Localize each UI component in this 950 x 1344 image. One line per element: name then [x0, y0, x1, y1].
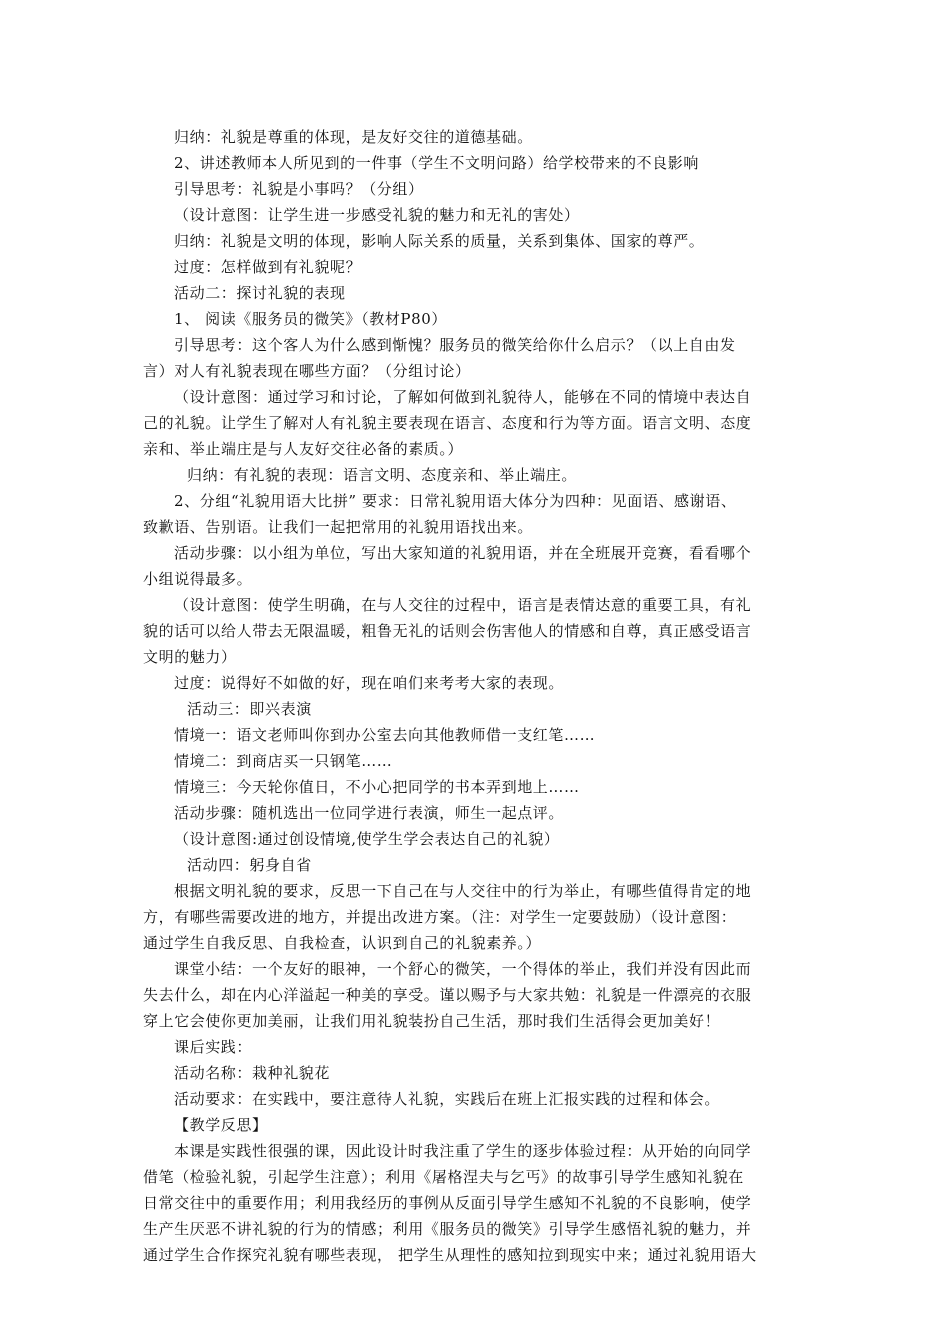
text-line: 活动三：即兴表演	[187, 700, 312, 718]
text-line: 归纳：礼貌是文明的体现，影响人际关系的质量，关系到集体、国家的尊严。	[174, 232, 705, 250]
text-line: 方，有哪些需要改进的地方，并提出改进方案。（注：对学生一定要鼓励）（设计意图：	[143, 908, 737, 926]
text-line: 致歉语、告别语。让我们一起把常用的礼貌用语找出来。	[143, 518, 534, 536]
text-line: 活动四：躬身自省	[187, 856, 312, 874]
text-line: 引导思考：礼貌是小事吗？（分组）	[174, 180, 424, 198]
text-line: 活动步骤：随机选出一位同学进行表演，师生一起点评。	[174, 804, 565, 822]
text-line: 情境二：到商店买一只钢笔……	[174, 752, 393, 770]
text-line: 课后实践：	[174, 1038, 253, 1056]
text-line: 文明的魅力）	[143, 648, 237, 666]
text-line: （设计意图：通过学习和讨论，了解如何做到礼貌待人，能够在不同的情境中表达自	[174, 388, 752, 406]
text-line: 活动名称：栽种礼貌花	[174, 1064, 331, 1082]
text-line: 过度：怎样做到有礼貌呢？	[174, 258, 362, 276]
text-line: 情境三：今天轮你值日，不小心把同学的书本弄到地上……	[174, 778, 580, 796]
text-line: 引导思考：这个客人为什么感到惭愧？服务员的微笑给你什么启示？（以上自由发	[174, 336, 736, 354]
text-line: 归纳：礼貌是尊重的体现，是友好交往的道德基础。	[174, 128, 533, 146]
text-line: 【教学反思】	[174, 1116, 268, 1134]
text-line: 通过学生合作探究礼貌有哪些表现， 把学生从理性的感知拉到现实中来；通过礼貌用语大	[143, 1246, 757, 1264]
text-line: 课堂小结：一个友好的眼神，一个舒心的微笑，一个得体的举止，我们并没有因此而	[174, 960, 752, 978]
text-line: 活动步骤：以小组为单位，写出大家知道的礼貌用语，并在全班展开竞赛，看看哪个	[174, 544, 752, 562]
text-line: （设计意图：让学生进一步感受礼貌的魅力和无礼的害处）	[174, 206, 580, 224]
text-line: 2、讲述教师本人所见到的一件事（学生不文明问路）给学校带来的不良影响	[174, 154, 699, 172]
text-line: 亲和、举止端庄是与人友好交往必备的素质。）	[143, 440, 464, 458]
text-line: 归纳：有礼貌的表现：语言文明、态度亲和、举止端庄。	[187, 466, 578, 484]
text-line: （设计意图：使学生明确，在与人交往的过程中，语言是表情达意的重要工具，有礼	[174, 596, 752, 614]
text-line: 借笔（检验礼貌，引起学生注意）；利用《屠格涅夫与乞丐》的故事引导学生感知礼貌在	[143, 1168, 744, 1186]
text-line: 本课是实践性很强的课，因此设计时我注重了学生的逐步体验过程：从开始的向同学	[174, 1142, 752, 1160]
text-line: （设计意图:通过创设情境,使学生学会表达自己的礼貌）	[174, 830, 560, 848]
text-line: 失去什么，却在内心洋溢起一种美的享受。谨以赐予与大家共勉：礼貌是一件漂亮的衣服	[143, 986, 752, 1004]
text-line: 活动二：探讨礼貌的表现	[174, 284, 346, 302]
text-line: 言）对人有礼貌表现在哪些方面？（分组讨论）	[143, 362, 471, 380]
text-line: 根据文明礼貌的要求，反思一下自己在与人交往中的行为举止，有哪些值得肯定的地	[174, 882, 752, 900]
text-line: 生产生厌恶不讲礼貌的行为的情感；利用《服务员的微笑》引导学生感悟礼貌的魅力，并	[143, 1220, 752, 1238]
text-line: 日常交往中的重要作用；利用我经历的事例从反面引导学生感知不礼貌的不良影响，使学	[143, 1194, 752, 1212]
text-line: 穿上它会使你更加美丽，让我们用礼貌装扮自己生活，那时我们生活得会更加美好！	[143, 1012, 721, 1030]
text-line: 1、 阅读《服务员的微笑》（教材P80）	[174, 310, 447, 328]
text-line: 过度：说得好不如做的好，现在咱们来考考大家的表现。	[174, 674, 565, 692]
text-line: 活动要求：在实践中，要注意待人礼貌，实践后在班上汇报实践的过程和体会。	[174, 1090, 721, 1108]
text-line: 貌的话可以给人带去无限温暖，粗鲁无礼的话则会伤害他人的情感和自尊，真正感受语言	[143, 622, 752, 640]
text-line: 2、分组“礼貌用语大比拼” 要求：日常礼貌用语大体分为四种：见面语、感谢语、	[174, 492, 737, 510]
text-line: 己的礼貌。让学生了解对人有礼貌主要表现在语言、态度和行为等方面。语言文明、态度	[143, 414, 752, 432]
text-line: 小组说得最多。	[143, 570, 253, 588]
text-line: 情境一：语文老师叫你到办公室去向其他教师借一支红笔……	[174, 726, 596, 744]
text-line: 通过学生自我反思、自我检查，认识到自己的礼貌素养。）	[143, 934, 542, 952]
